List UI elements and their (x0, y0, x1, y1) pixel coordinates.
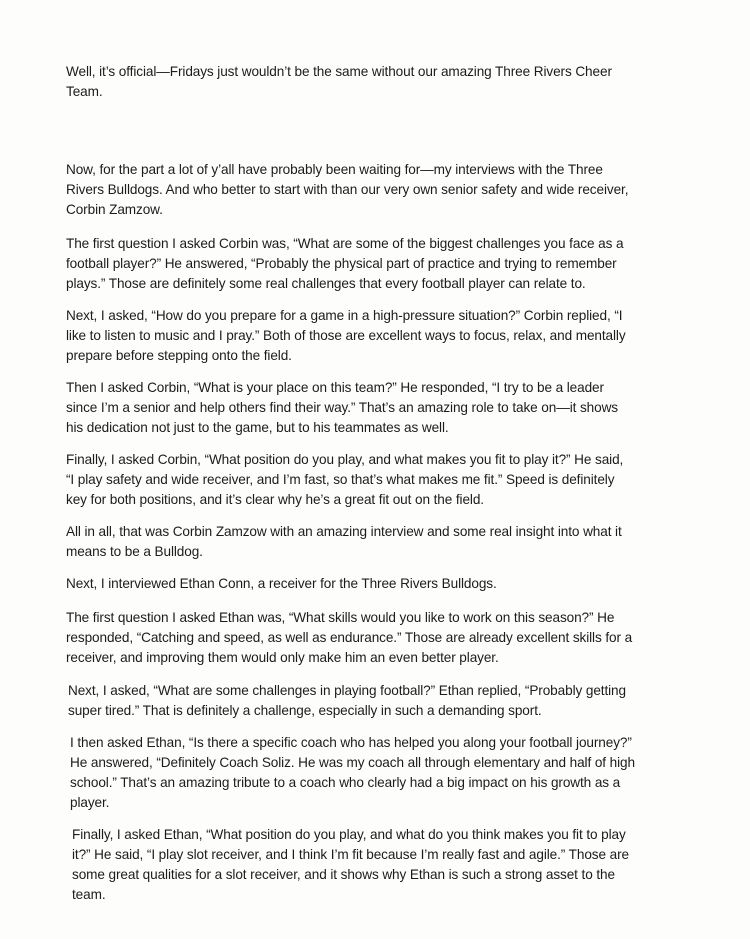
text-line: Well, it’s official—Fridays just wouldn’t be the same without our amazing Three Rivers Cheer (66, 64, 612, 79)
text-line: player. (70, 795, 110, 810)
paragraph-ethan-q2 (68, 681, 626, 721)
text-line: He answered, “Definitely Coach Soliz. He was my coach all through elementary and half of high (70, 755, 635, 770)
text-line: Next, I asked, “How do you prepare for a game in a high-pressure situation?” Corbin replied, “I (66, 308, 623, 323)
text-line: “I play safety and wide receiver, and I’m fast, so that’s what makes me fit.” Speed is definitely (66, 472, 615, 487)
text-line: Finally, I asked Corbin, “What position do you play, and what makes you fit to play it?” He said, (66, 452, 624, 467)
text-line: responded, “Catching and speed, as well as endurance.” Those are already excellent skills for a (66, 630, 633, 645)
paragraph-cheer-team (66, 62, 612, 102)
text-line: Team. (66, 84, 103, 99)
text-line: The first question I asked Ethan was, “What skills would you like to work on this season?” He (66, 610, 615, 625)
text-line: key for both positions, and it’s clear why he’s a great fit out on the field. (66, 492, 484, 507)
text-line: plays.” Those are definitely some real challenges that every football player can relate to. (66, 276, 586, 291)
paragraph-ethan-q1 (66, 608, 632, 668)
text-line: Finally, I asked Ethan, “What position do you play, and what do you think makes you fit to play (72, 827, 626, 842)
text-line: Next, I asked, “What are some challenges in playing football?” Ethan replied, “Probably getting (68, 683, 626, 698)
text-line: super tired.” That is definitely a challenge, especially in such a demanding sport. (68, 703, 542, 718)
text-line: Corbin Zamzow. (66, 202, 163, 217)
text-line: some great qualities for a slot receiver, and it shows why Ethan is such a strong asset to the (72, 867, 615, 882)
text-line: team. (72, 887, 106, 902)
text-line: school.” That’s an amazing tribute to a coach who clearly had a big impact on his growth as a (70, 775, 621, 790)
text-line: Rivers Bulldogs. And who better to start with than our very own senior safety and wide receiver, (66, 182, 629, 197)
paragraph-intro-interviews (66, 160, 628, 220)
paragraph-ethan-q4 (72, 825, 629, 905)
paragraph-ethan-q3 (70, 733, 635, 813)
paragraph-corbin-q4 (66, 450, 623, 510)
text-line: The first question I asked Corbin was, “What are some of the biggest challenges you face as a (66, 236, 624, 251)
text-line: prepare before stepping onto the field. (66, 348, 292, 363)
paragraph-corbin-summary (66, 522, 622, 562)
text-line: means to be a Bulldog. (66, 544, 203, 559)
text-line: since I’m a senior and help others find their way.” That’s an amazing role to take on—it shows (66, 400, 619, 415)
paragraph-ethan-intro (66, 574, 497, 594)
paragraph-corbin-q2 (66, 306, 626, 366)
text-line: Next, I interviewed Ethan Conn, a receiver for the Three Rivers Bulldogs. (66, 576, 497, 591)
text-line: it?” He said, “I play slot receiver, and I think I’m fit because I’m really fast and agile.” Those are (72, 847, 629, 862)
text-line: Then I asked Corbin, “What is your place on this team?” He responded, “I try to be a leader (66, 380, 604, 395)
paragraph-corbin-q1 (66, 234, 623, 294)
text-line: his dedication not just to the game, but to his teammates as well. (66, 420, 449, 435)
text-line: I then asked Ethan, “Is there a specific coach who has helped you along your football journey?” (70, 735, 632, 750)
text-line: football player?” He answered, “Probably the physical part of practice and trying to remember (66, 256, 617, 271)
text-line: All in all, that was Corbin Zamzow with an amazing interview and some real insight into what it (66, 524, 622, 539)
text-line: like to listen to music and I pray.” Both of those are excellent ways to focus, relax, and mentally (66, 328, 626, 343)
paragraph-corbin-q3 (66, 378, 618, 438)
text-line: receiver, and improving them would only make him an even better player. (66, 650, 499, 665)
text-line: Now, for the part a lot of y’all have probably been waiting for—my interviews with the Three (66, 162, 603, 177)
